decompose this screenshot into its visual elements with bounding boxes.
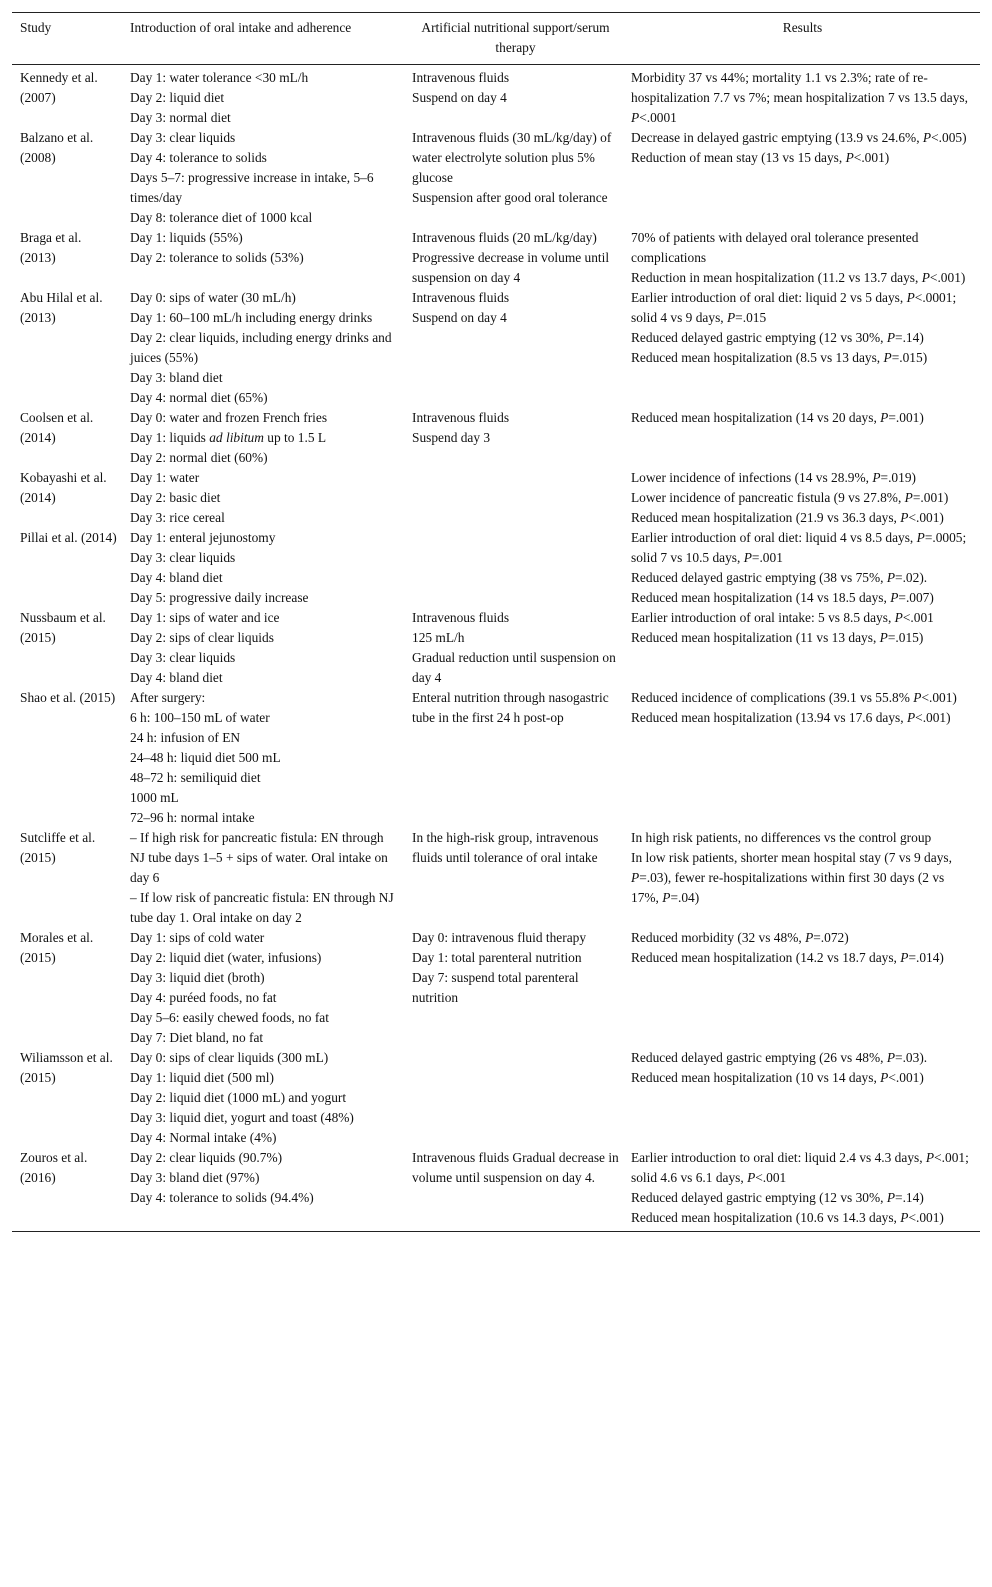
table-row xyxy=(12,408,980,468)
cell-intro-line: Day 2: normal diet (60%) xyxy=(130,450,268,465)
cell-study: Braga et al. (2013) xyxy=(20,230,82,265)
cell-intro-line: Day 2: basic diet xyxy=(130,490,221,505)
cell-results-line: Reduced mean hospitalization (21.9 vs 36.3 days, P<.001) xyxy=(631,510,944,525)
header-results: Results xyxy=(625,13,980,65)
cell-intro-line: Day 1: sips of water and ice xyxy=(130,610,280,625)
cell-intro xyxy=(124,528,406,608)
cell-intro-line: 24–48 h: liquid diet 500 mL xyxy=(130,750,281,765)
cell-intro-line: Day 3: clear liquids xyxy=(130,650,236,665)
cell-support-line: Day 0: intravenous fluid therapy xyxy=(412,930,587,945)
cell-study: Morales et al. (2015) xyxy=(20,930,94,965)
cell-intro-line: Day 2: clear liquids, including energy drinks and juices (55%) xyxy=(130,330,392,365)
cell-study: Abu Hilal et al. (2013) xyxy=(20,290,103,325)
cell-intro-line: Day 0: sips of water (30 mL/h) xyxy=(130,290,296,305)
cell-intro-line: Days 5–7: progressive increase in intake, 5–6 times/day xyxy=(130,170,374,205)
cell-results-line: Reduced mean hospitalization (14 vs 20 days, P=.001) xyxy=(631,410,924,425)
table-body xyxy=(12,65,980,1232)
cell-results-line: Earlier introduction of oral intake: 5 vs 8.5 days, P<.001 xyxy=(631,610,934,625)
cell-support-line: Intravenous fluids (20 mL/kg/day) xyxy=(412,230,597,245)
table-row xyxy=(12,608,980,688)
cell-results-line: Reduction of mean stay (13 vs 15 days, P<.001) xyxy=(631,150,890,165)
cell-intro-line: Day 1: liquids (55%) xyxy=(130,230,243,245)
cell-results-line: Reduced morbidity (32 vs 48%, P=.072) xyxy=(631,930,849,945)
cell-intro xyxy=(124,65,406,129)
cell-intro-line: Day 3: bland diet (97%) xyxy=(130,1170,260,1185)
cell-results xyxy=(625,228,980,288)
cell-results xyxy=(625,1048,980,1148)
cell-results xyxy=(625,128,980,228)
cell-results xyxy=(625,408,980,468)
header-study: Study xyxy=(12,13,124,65)
cell-support xyxy=(406,468,625,528)
cell-results-line: Lower incidence of pancreatic fistula (9 vs 27.8%, P=.001) xyxy=(631,490,949,505)
cell-intro-line: Day 1: sips of cold water xyxy=(130,930,265,945)
cell-intro-line: Day 5–6: easily chewed foods, no fat xyxy=(130,1010,329,1025)
cell-intro-line: Day 2: clear liquids (90.7%) xyxy=(130,1150,283,1165)
table-row xyxy=(12,1048,980,1148)
cell-support xyxy=(406,65,625,129)
cell-support xyxy=(406,1048,625,1148)
cell-intro-line: Day 0: sips of clear liquids (300 mL) xyxy=(130,1050,329,1065)
cell-intro-line: Day 4: Normal intake (4%) xyxy=(130,1130,277,1145)
cell-intro-line: Day 4: tolerance to solids (94.4%) xyxy=(130,1190,314,1205)
cell-results-line: Reduction in mean hospitalization (11.2 vs 13.7 days, P<.001) xyxy=(631,270,966,285)
cell-support xyxy=(406,128,625,228)
cell-intro-line: Day 3: clear liquids xyxy=(130,130,236,145)
cell-results-line: Reduced mean hospitalization (10 vs 14 days, P<.001) xyxy=(631,1070,924,1085)
cell-results-line: Earlier introduction of oral diet: liquid 4 vs 8.5 days, P=.0005; solid 7 vs 10.5 days, P=.001 xyxy=(631,530,967,565)
cell-intro xyxy=(124,928,406,1048)
cell-intro-line: Day 3: liquid diet, yogurt and toast (48%) xyxy=(130,1110,354,1125)
cell-study: Nussbaum et al. (2015) xyxy=(20,610,106,645)
cell-support-line: Day 1: total parenteral nutrition xyxy=(412,950,582,965)
cell-results-line: 70% of patients with delayed oral tolerance presented complications xyxy=(631,230,919,265)
cell-study: Pillai et al. (2014) xyxy=(20,530,117,545)
header-support: Artificial nutritional support/serum therapy xyxy=(406,13,625,65)
cell-support-line: Gradual reduction until suspension on day 4 xyxy=(412,650,616,685)
cell-support xyxy=(406,408,625,468)
cell-intro-line: Day 0: water and frozen French fries xyxy=(130,410,328,425)
cell-support-line: Suspend on day 4 xyxy=(412,90,507,105)
table-row xyxy=(12,288,980,408)
cell-intro xyxy=(124,1048,406,1148)
cell-intro-line: Day 1: liquid diet (500 ml) xyxy=(130,1070,274,1085)
cell-intro-line: Day 1: liquids ad libitum up to 1.5 L xyxy=(130,430,327,445)
cell-intro xyxy=(124,608,406,688)
cell-intro-line: Day 1: 60–100 mL/h including energy drinks xyxy=(130,310,373,325)
table-row xyxy=(12,528,980,608)
cell-study: Zouros et al. (2016) xyxy=(12,1148,124,1232)
cell-intro xyxy=(124,288,406,408)
cell-results xyxy=(625,688,980,828)
cell-results-line: Decrease in delayed gastric emptying (13.9 vs 24.6%, P<.005) xyxy=(631,130,967,145)
table-row xyxy=(12,65,980,129)
cell-support-line: Intravenous fluids xyxy=(412,290,510,305)
cell-study: Shao et al. (2015) xyxy=(20,690,116,705)
table-row xyxy=(12,828,980,928)
cell-results xyxy=(625,65,980,129)
cell-results-line: Reduced mean hospitalization (8.5 vs 13 days, P=.015) xyxy=(631,350,928,365)
cell-support-line: Progressive decrease in volume until suspension on day 4 xyxy=(412,250,610,285)
table-row xyxy=(12,228,980,288)
cell-results-line: Reduced mean hospitalization (11 vs 13 days, P=.015) xyxy=(631,630,924,645)
cell-results xyxy=(625,928,980,1048)
table-row xyxy=(12,1148,980,1232)
header-row xyxy=(12,13,980,65)
cell-intro-line: Day 7: Diet bland, no fat xyxy=(130,1030,264,1045)
cell-results xyxy=(625,528,980,608)
cell-results-line: Reduced mean hospitalization (10.6 vs 14.3 days, P<.001) xyxy=(631,1210,944,1225)
cell-intro-line: Day 1: water xyxy=(130,470,200,485)
table-row xyxy=(12,688,980,828)
cell-intro-line: 72–96 h: normal intake xyxy=(130,810,255,825)
cell-results-line: Reduced mean hospitalization (14.2 vs 18.7 days, P=.014) xyxy=(631,950,944,965)
cell-intro-line: Day 3: rice cereal xyxy=(130,510,225,525)
cell-support-line: In the high-risk group, intravenous fluids until tolerance of oral intake xyxy=(412,830,599,865)
cell-intro xyxy=(124,128,406,228)
cell-results-line: In low risk patients, shorter mean hospital stay (7 vs 9 days, P=.03), fewer re-hospitalizations within first 30 days (2 vs 17%, P=.04) xyxy=(631,850,952,905)
cell-results-line: Reduced mean hospitalization (14 vs 18.5 days, P=.007) xyxy=(631,590,934,605)
study-table xyxy=(12,12,980,1232)
cell-support-line: Suspend day 3 xyxy=(412,430,491,445)
cell-support xyxy=(406,1148,625,1232)
cell-results xyxy=(625,608,980,688)
cell-results-line: Earlier introduction to oral diet: liquid 2.4 vs 4.3 days, P<.001; solid 4.6 vs 6.1 days, P<.001 xyxy=(631,1150,969,1185)
cell-intro-line: Day 3: bland diet xyxy=(130,370,223,385)
cell-intro-line: Day 5: progressive daily increase xyxy=(130,590,309,605)
cell-support-line: Suspend on day 4 xyxy=(412,310,507,325)
cell-support xyxy=(406,228,625,288)
cell-intro xyxy=(124,1148,406,1232)
cell-results-line: Reduced delayed gastric emptying (12 vs 30%, P=.14) xyxy=(631,1190,924,1205)
cell-results-line: Earlier introduction of oral diet: liquid 2 vs 5 days, P<.0001; solid 4 vs 9 days, P=.015 xyxy=(631,290,957,325)
cell-support-line: Intravenous fluids (30 mL/kg/day) of water electrolyte solution plus 5% glucose xyxy=(412,130,612,185)
cell-results-line: Lower incidence of infections (14 vs 28.9%, P=.019) xyxy=(631,470,916,485)
table-container xyxy=(12,12,980,1232)
cell-study: Coolsen et al. (2014) xyxy=(20,410,94,445)
cell-intro-line: 6 h: 100–150 mL of water xyxy=(130,710,270,725)
table-row xyxy=(12,128,980,228)
cell-support-line: Enteral nutrition through nasogastric tube in the first 24 h post-op xyxy=(412,690,609,725)
cell-results xyxy=(625,828,980,928)
cell-support-line: Day 7: suspend total parenteral nutrition xyxy=(412,970,579,1005)
cell-intro xyxy=(124,408,406,468)
cell-intro xyxy=(124,468,406,528)
cell-intro-line: Day 2: liquid diet (water, infusions) xyxy=(130,950,322,965)
cell-support xyxy=(406,288,625,408)
cell-study: Kennedy et al. (2007) xyxy=(20,70,98,105)
cell-intro xyxy=(124,828,406,928)
cell-study: Kobayashi et al. (2014) xyxy=(20,470,107,505)
cell-intro-line: Day 2: sips of clear liquids xyxy=(130,630,274,645)
cell-support xyxy=(406,928,625,1048)
cell-intro-line: – If low risk of pancreatic fistula: EN through NJ tube day 1. Oral intake on day 2 xyxy=(130,890,394,925)
header-intro: Introduction of oral intake and adherence xyxy=(124,13,406,65)
cell-results-line: Reduced delayed gastric emptying (26 vs 48%, P=.03). xyxy=(631,1050,928,1065)
cell-support-line: Intravenous fluids xyxy=(412,70,510,85)
cell-intro-line: 24 h: infusion of EN xyxy=(130,730,241,745)
cell-intro-line: Day 4: normal diet (65%) xyxy=(130,390,268,405)
cell-results xyxy=(625,1148,980,1232)
cell-intro-line: Day 1: water tolerance <30 mL/h xyxy=(130,70,309,85)
cell-support-line: Suspension after good oral tolerance xyxy=(412,190,608,205)
table-row xyxy=(12,928,980,1048)
cell-intro-line: Day 1: enteral jejunostomy xyxy=(130,530,276,545)
table-header xyxy=(12,13,980,65)
cell-intro-line: Day 2: liquid diet (1000 mL) and yogurt xyxy=(130,1090,347,1105)
cell-intro-line: 1000 mL xyxy=(130,790,179,805)
cell-intro-line: Day 4: puréed foods, no fat xyxy=(130,990,277,1005)
cell-intro-line: – If high risk for pancreatic fistula: EN through NJ tube days 1–5 + sips of water. Oral intake on day 6 xyxy=(130,830,388,885)
cell-support-line: Intravenous fluids xyxy=(412,610,510,625)
cell-intro-line: Day 3: liquid diet (broth) xyxy=(130,970,265,985)
cell-results-line: Reduced incidence of complications (39.1 vs 55.8% P<.001) xyxy=(631,690,957,705)
cell-support-line: 125 mL/h xyxy=(412,630,465,645)
cell-intro xyxy=(124,688,406,828)
cell-results-line: Reduced delayed gastric emptying (38 vs 75%, P=.02). xyxy=(631,570,928,585)
cell-intro-line: Day 4: bland diet xyxy=(130,670,223,685)
cell-support xyxy=(406,608,625,688)
cell-support xyxy=(406,688,625,828)
cell-intro-line: Day 4: bland diet xyxy=(130,570,223,585)
cell-results-line: Reduced mean hospitalization (13.94 vs 17.6 days, P<.001) xyxy=(631,710,951,725)
cell-intro-line: 48–72 h: semiliquid diet xyxy=(130,770,261,785)
cell-support xyxy=(406,528,625,608)
cell-intro-line: Day 3: normal diet xyxy=(130,110,231,125)
cell-support xyxy=(406,828,625,928)
cell-intro-line: Day 4: tolerance to solids xyxy=(130,150,267,165)
cell-support-line: Intravenous fluids xyxy=(412,410,510,425)
cell-intro-line: Day 2: tolerance to solids (53%) xyxy=(130,250,304,265)
cell-intro-line: Day 8: tolerance diet of 1000 kcal xyxy=(130,210,313,225)
cell-intro-line: Day 2: liquid diet xyxy=(130,90,225,105)
cell-results-line: Reduced delayed gastric emptying (12 vs 30%, P=.14) xyxy=(631,330,924,345)
cell-intro-line: Day 3: clear liquids xyxy=(130,550,236,565)
cell-study: Balzano et al. (2008) xyxy=(20,130,94,165)
cell-intro xyxy=(124,228,406,288)
cell-results-line: Morbidity 37 vs 44%; mortality 1.1 vs 2.3%; rate of re-hospitalization 7.7 vs 7%; mean hospitalization 7 vs 13.5 days, P<.0001 xyxy=(631,70,968,125)
cell-results xyxy=(625,468,980,528)
cell-study: Wiliamsson et al. (2015) xyxy=(20,1050,113,1085)
cell-results-line: In high risk patients, no differences vs the control group xyxy=(631,830,932,845)
cell-results xyxy=(625,288,980,408)
cell-support-line: Intravenous fluids Gradual decrease in volume until suspension on day 4. xyxy=(412,1150,619,1185)
table-row xyxy=(12,468,980,528)
cell-study: Sutcliffe et al. (2015) xyxy=(20,830,96,865)
cell-intro-line: After surgery: xyxy=(130,690,206,705)
